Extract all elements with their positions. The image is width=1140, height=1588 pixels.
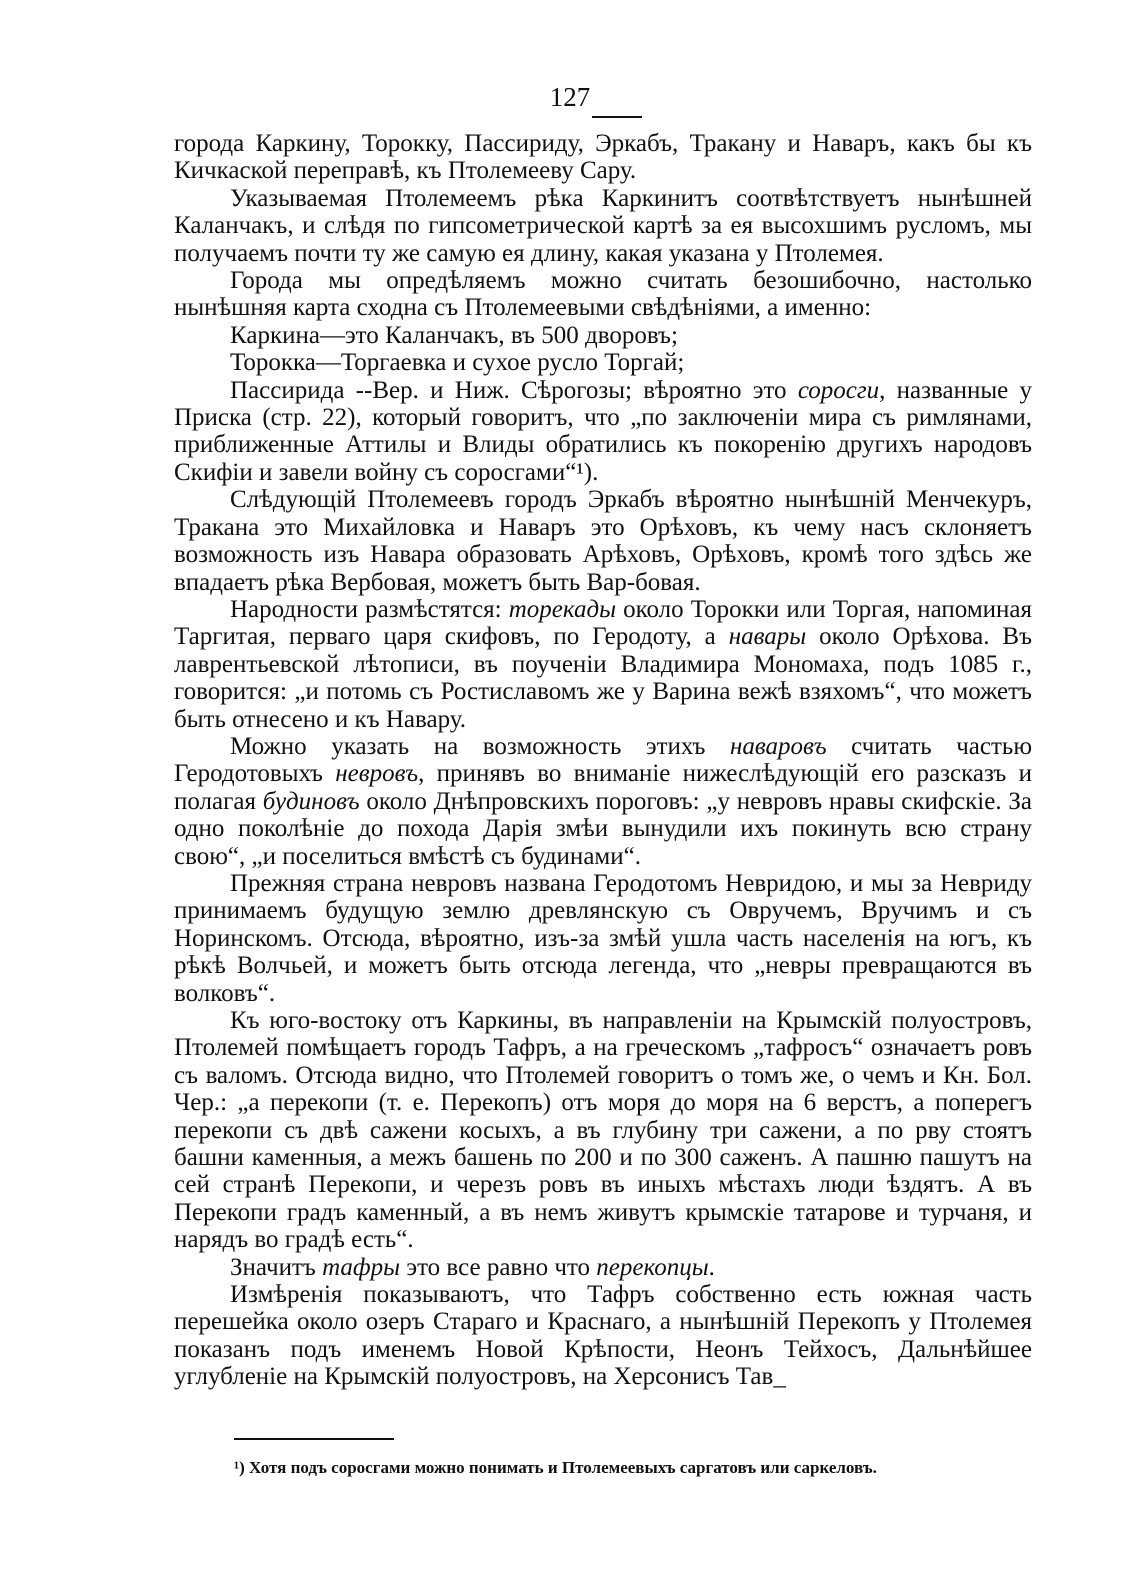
italic-term: наваровъ [729, 732, 827, 760]
text-run: Указываемая Птолемеемъ рѣка Каркинитъ соотвѣтствуетъ нынѣшней Каланчакъ, и слѣдя по гипсометрической картѣ за ея высохшимъ русломъ, мы получаемъ почти ту же самую ея длину, какая указана у Птолемея. [174, 184, 1032, 267]
footnote-separator [234, 1438, 394, 1440]
text-run: около Днѣпровскихъ пороговъ: „у невровъ нравы скифскіе. За одно поколѣніе до похода Дарія змѣи вынудили ихъ покинуть всю страну свою“, „и поселиться вмѣстѣ съ будинами“. [174, 787, 1032, 870]
italic-term: будиновъ [262, 787, 360, 815]
paragraph [174, 870, 1032, 1007]
page-number-underline [592, 116, 642, 118]
paragraph [174, 1281, 1032, 1391]
paragraph [174, 185, 1032, 267]
text-run: Измѣренія показываютъ, что Тафръ собственно есть южная часть перешейка около озеръ Стараго и Краснаго, а нынѣшній Перекопъ у Птолемея показанъ подъ именемъ Новой Крѣпости, Неонъ Тейхосъ, Дальнѣйшее углубленіе на Крымскій полуостровъ, на Херсонисъ Тав_ [174, 1281, 1032, 1391]
paragraph [174, 596, 1032, 733]
italic-term: тафры [322, 1253, 401, 1281]
italic-term: навары [728, 623, 807, 651]
text-run: Слѣдующій Птолемеевъ городъ Эркабъ вѣроятно нынѣшній Менчекуръ, Тракана это Михайловка и Наваръ это Орѣховъ, къ чему насъ склоняетъ возможность изъ Навара образовать Арѣховъ, Орѣховъ, кромѣ того здѣсь же впадаетъ рѣка Вербовая, можетъ быть Вар-бовая. [174, 486, 1032, 596]
text-run: Прежняя страна невровъ названа Геродотомъ Невридою, и мы за Невриду принимаемъ будущую землю древлянскую съ Овручемъ, Вручимъ и съ Норинскомъ. Отсюда, вѣроятно, изъ-за змѣй ушла часть населенія на югъ, къ рѣкѣ Волчьей, и можетъ быть отсюда легенда, что „невры превращаются въ волковъ“. [174, 869, 1032, 1007]
text-run: около Торокки или Торгая, напоминая Таргитая, перваго царя скифовъ, по Геродоту, а [174, 595, 1033, 651]
text-run: , названные у Приска (стр. 22), который говоритъ, что „по заключеніи мира съ римлянами, приближенные Аттилы и Влиды обратились къ покоренію другихъ народовъ Скифіи и завели войну съ соросгами“¹). [174, 376, 1032, 486]
page-number: 127 [549, 82, 591, 112]
text-run: считать частью Геродотовыхъ [174, 732, 1032, 788]
text-run: , принявъ во вниманіе нижеслѣдующій его разсказъ и полагая [174, 760, 1032, 815]
text-run: Къ юго-востоку отъ Каркины, въ направленіи на Крымскій полуостровъ, Птолемей помѣщаетъ городъ Тафръ, а на греческомъ „тафросъ“ означаетъ ровъ съ валомъ. Отсюда видно, что Птолемей говоритъ о томъ же, о чемъ и Кн. Бол. Чер.: „а перекопи (т. е. Перекопъ) отъ моря до моря на 6 верстъ, а поперегъ перекопи съ двѣ сажени косыхъ, а въ глубину три сажени, а по рву стоятъ башни каменныя, а межъ башень по 200 и по 300 саженъ. А пашню пашутъ на сей странѣ Перекопи, и черезъ ровъ въ иныхъ мѣстахъ люди ѣздятъ. А въ Перекопи градъ каменный, а въ немъ живутъ крымскіе татарове и турчаня, и нарядъ во градѣ есть“. [174, 1007, 1032, 1254]
paragraph [174, 267, 1032, 322]
text-run: Можно указать на возможность этихъ [230, 732, 730, 760]
text-run: Торокка—Торгаевка и сухое русло Торгай; [230, 349, 685, 377]
paragraph [174, 130, 1032, 185]
italic-term: перекопцы [596, 1253, 709, 1281]
text-run: около Орѣхова. Въ лаврентьевской лѣтописи, въ поученіи Владимира Мономаха, подъ 1085 г., говорится: „и потомь съ Ростиславомъ же у Варина вежѣ взяхомъ“, что можетъ быть отнесено и къ Навару. [174, 623, 1033, 733]
text-run: города Каркину, Торокку, Пассириду, Эркабъ, Тракану и Наваръ, какъ бы къ Кичкаской переправѣ, къ Птолемееву Сару. [174, 130, 1032, 185]
italic-term: соросги [797, 376, 880, 404]
italic-term: торекады [508, 595, 617, 623]
paragraph [174, 349, 1032, 376]
paragraph [174, 486, 1032, 596]
footnote: ¹) Хотя подъ соросгами можно понимать и Птолемеевыхъ саргатовъ или саркеловъ. [234, 1458, 877, 1477]
paragraph [174, 1007, 1032, 1254]
main-text [174, 130, 1032, 1391]
italic-term: невровъ [335, 760, 419, 788]
text-run: Города мы опредѣляемъ можно считать безошибочно, настолько нынѣшняя карта сходна съ Птолемеевыми свѣдѣніями, а именно: [174, 267, 1032, 322]
paragraph [174, 322, 1032, 349]
paragraph [174, 377, 1032, 487]
text-run: Значитъ [230, 1253, 323, 1281]
text-run: это все равно что [400, 1253, 597, 1281]
paragraph [174, 1254, 1032, 1281]
text-run: Каркина—это Каланчакъ, въ 500 дворовъ; [230, 321, 678, 349]
text-run: Народности размѣстятся: [230, 595, 509, 623]
text-run: Пассирида --Вер. и Ниж. Сѣрогозы; вѣроятно это [230, 376, 798, 404]
text-run: . [708, 1253, 715, 1281]
paragraph [174, 733, 1032, 870]
